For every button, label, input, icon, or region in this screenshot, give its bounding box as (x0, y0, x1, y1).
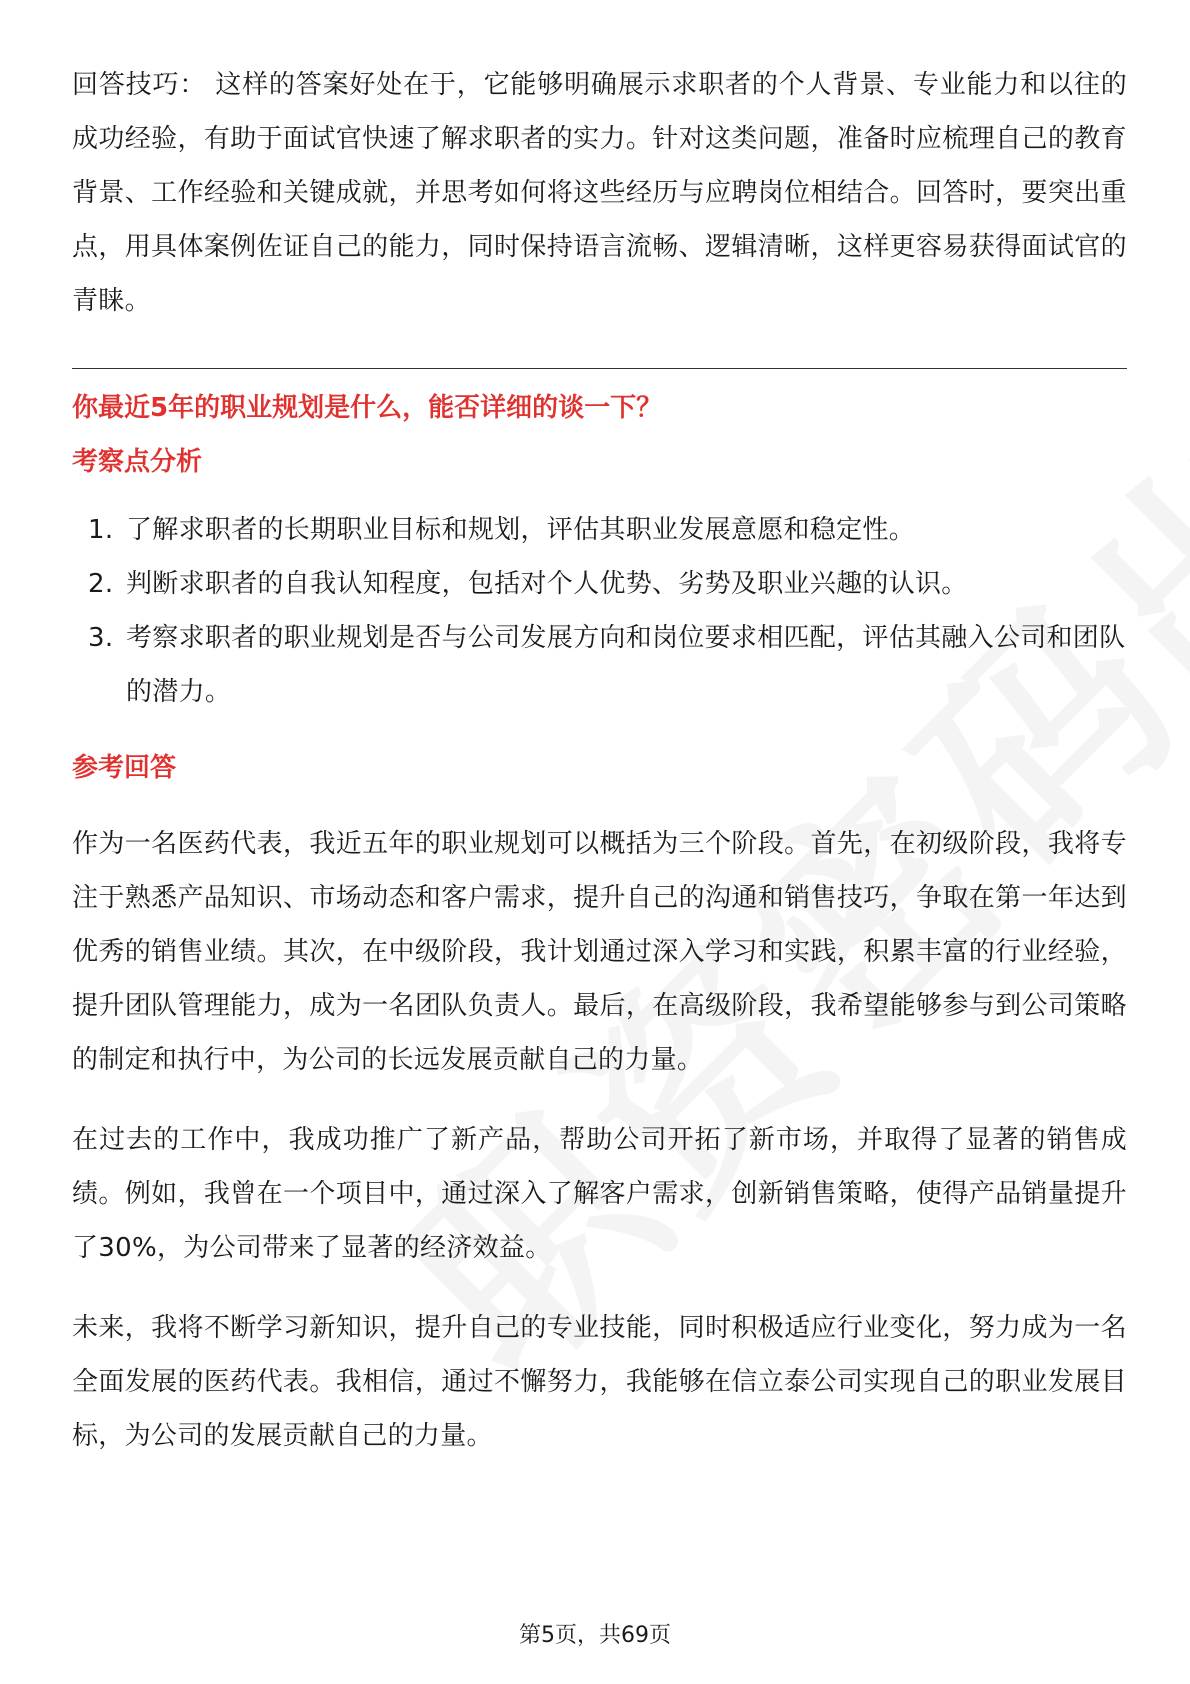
answer-paragraph: 在过去的工作中，我成功推广了新产品，帮助公司开拓了新市场，并取得了显著的销售成绩。例如，我曾在一个项目中，通过深入了解客户需求，创新销售策略，使得产品销量提升了30%，为公司带来了显著的经济效益。 (72, 1125, 1127, 1263)
list-item-number: 3. (88, 623, 114, 653)
list-item (72, 557, 1127, 611)
list-item (72, 503, 1127, 557)
answer-paragraph: 未来，我将不断学习新知识，提升自己的专业技能，同时积极适应行业变化，努力成为一名全面发展的医药代表。我相信，通过不懈努力，我能够在信立泰公司实现自己的职业发展目标，为公司的发展贡献自己的力量。 (72, 1313, 1127, 1451)
answer-block (72, 817, 1127, 1463)
list-item-number: 1. (88, 515, 114, 545)
section-divider (72, 368, 1127, 369)
list-item-text: 判断求职者的自我认知程度，包括对个人优势、劣势及职业兴趣的认识。 (126, 569, 968, 599)
answer-heading: 参考回答 (72, 753, 177, 783)
analysis-points-list (72, 503, 1127, 719)
list-item-number: 2. (88, 569, 114, 599)
analysis-heading: 考察点分析 (72, 447, 203, 477)
page-number-footer: 第5页，共69页 (519, 1623, 671, 1648)
question-title: 你最近5年的职业规划是什么，能否详细的谈一下？ (72, 393, 663, 423)
answer-tip-paragraph: 回答技巧： 这样的答案好处在于，它能够明确展示求职者的个人背景、专业能力和以往的成功经验，有助于面试官快速了解求职者的实力。针对这类问题，准备时应梳理自己的教育背景、工作经验和关键成就，并思考如何将这些经历与应聘岗位相结合。回答时，要突出重点，用具体案例佐证自己的能力，同时保持语言流畅、逻辑清晰，这样更容易获得面试官的青睐。 (72, 70, 1127, 316)
page-content (72, 58, 1127, 1463)
list-item-text: 考察求职者的职业规划是否与公司发展方向和岗位要求相匹配，评估其融入公司和团队的潜力。 (126, 623, 1126, 707)
list-item (72, 611, 1127, 719)
answer-paragraph: 作为一名医药代表，我近五年的职业规划可以概括为三个阶段。首先，在初级阶段，我将专注于熟悉产品知识、市场动态和客户需求，提升自己的沟通和销售技巧，争取在第一年达到优秀的销售业绩。其次，在中级阶段，我计划通过深入学习和实践，积累丰富的行业经验，提升团队管理能力，成为一名团队负责人。最后，在高级阶段，我希望能够参与到公司策略的制定和执行中，为公司的长远发展贡献自己的力量。 (72, 829, 1127, 1075)
list-item-text: 了解求职者的长期职业目标和规划，评估其职业发展意愿和稳定性。 (126, 515, 916, 545)
